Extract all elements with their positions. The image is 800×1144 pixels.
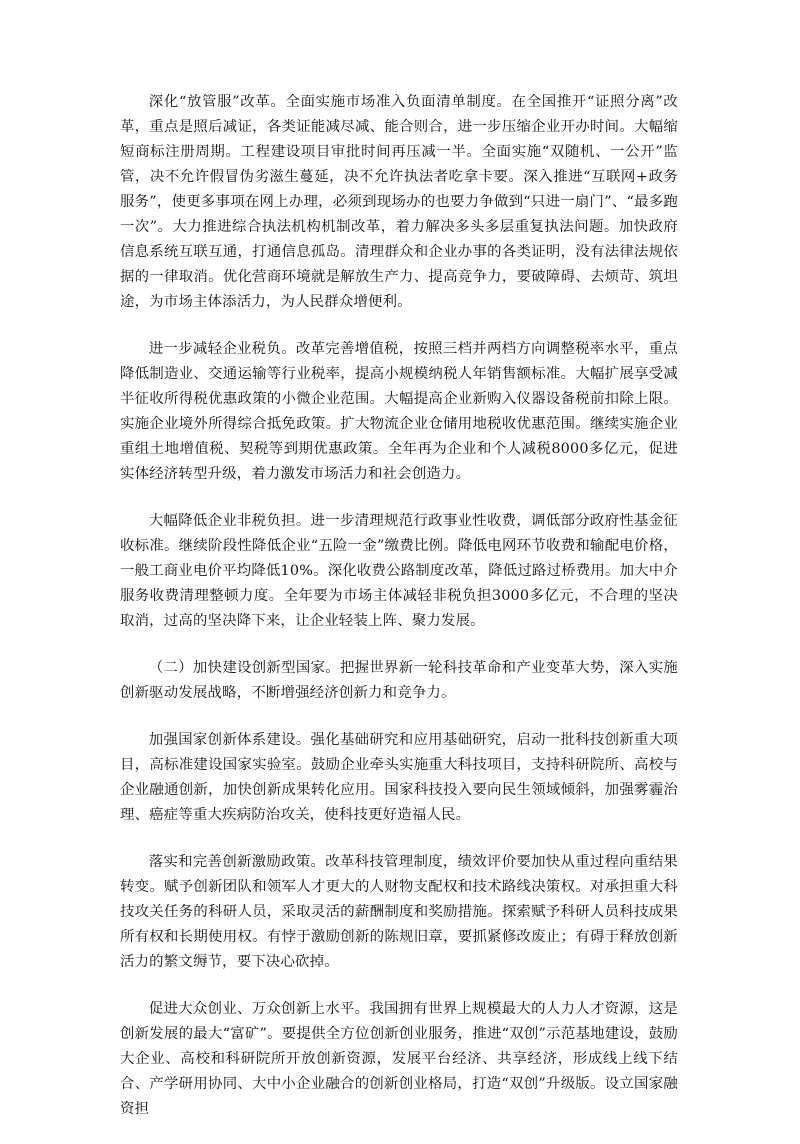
paragraph-reduce-corporate-tax: 进一步减轻企业税负。改革完善增值税，按照三档并两档方向调整税率水平，重点降低制造业、交通运输等行业税率，提高小规模纳税人年销售额标准。大幅扩展享受减半征收所得税优惠政策的小微企业范围。大幅提高企业新购入仪器设备税前扣除上限。实施企业境外所得综合抵免政策。扩大物流企业仓储用地税收优惠范围。继续实施企业重组土地增值税、契税等到期优惠政策。全年再为企业和个人减税8000多亿元，促进实体经济转型升级，着力激发市场活力和社会创造力。: [120, 341, 678, 482]
paragraph-reduce-nontax-burden: 大幅降低企业非税负担。进一步清理规范行政事业性收费，调低部分政府性基金征收标准。继续阶段性降低企业“五险一金”缴费比例。降低电网环节收费和输配电价格，一般工商业电价平均降低10%。深化收费公路制度改革，降低过路过桥费用。加大中介服务收费清理整顿力度。全年要为市场主体减轻非税负担3000多亿元，不合理的坚决取消，过高的坚决降下来，让企业轻装上阵、聚力发展。: [120, 513, 678, 629]
paragraph-mass-entrepreneurship: 促进大众创业、万众创新上水平。我国拥有世界上规模最大的人力人才资源，这是创新发展的最大“富矿”。要提供全方位创新创业服务，推进“双创”示范基地建设，鼓励大企业、高校和科研院所开放创新资源，发展平台经济、共享经济，形成线上线下结合、产学研用协同、大中小企业融合的创新创业格局，打造“双创”升级版。设立国家融资担: [120, 1001, 678, 1117]
document-body: [120, 90, 678, 1144]
paragraph-innovation-system: 加强国家创新体系建设。强化基础研究和应用基础研究，启动一批科技创新重大项目，高标准建设国家实验室。鼓励企业牵头实施重大科技项目，支持科研院所、高校与企业融通创新，加快创新成果转化应用。国家科技投入要向民生领域倾斜，加强雾霾治理、癌症等重大疾病防治攻关，使科技更好造福人民。: [120, 732, 678, 823]
paragraph-streamline-administration: 深化“放管服”改革。全面实施市场准入负面清单制度。在全国推开“证照分离”改革，重点是照后减证，各类证能减尽减、能合则合，进一步压缩企业开办时间。大幅缩短商标注册周期。工程建设项目审批时间再压减一半。全面实施“双随机、一公开”监管，决不允许假冒伪劣滋生蔓延，决不允许执法者吃拿卡要。深入推进“互联网+政务服务”，使更多事项在网上办理，必须到现场办的也要力争做到“只进一扇门”、“最多跑一次”。大力推进综合执法机构机制改革，着力解决多头多层重复执法问题。加快政府信息系统互联互通，打通信息孤岛。清理群众和企业办事的各类证明，没有法律法规依据的一律取消。优化营商环境就是解放生产力、提高竞争力，要破障碍、去烦苛、筑坦途，为市场主体添活力，为人民群众增便利。: [120, 94, 678, 310]
paragraph-section-innovative-country: （二）加快建设创新型国家。把握世界新一轮科技革命和产业变革大势，深入实施创新驱动发展战略，不断增强经济创新力和竞争力。: [120, 660, 678, 701]
paragraph-innovation-incentives: 落实和完善创新激励政策。改革科技管理制度，绩效评价要加快从重过程向重结果转变。赋予创新团队和领军人才更大的人财物支配权和技术路线决策权。对承担重大科技攻关任务的科研人员，采取灵活的薪酬制度和奖励措施。探索赋予科研人员科技成果所有权和长期使用权。有悖于激励创新的陈规旧章，要抓紧修改废止；有碍于释放创新活力的繁文缛节，要下决心砍掉。: [120, 854, 678, 970]
